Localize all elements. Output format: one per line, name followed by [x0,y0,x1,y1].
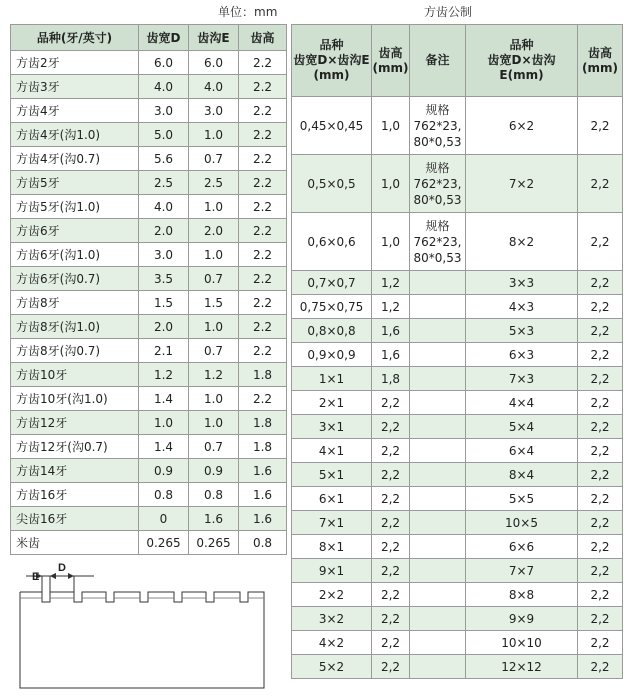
cell-tooth-height: 2,2 [372,463,410,487]
cell-variety-dxe-2: 6×4 [466,439,578,463]
cell-groove-width: 1.0 [189,387,239,411]
cell-tooth-width: 0 [139,507,189,531]
cell-tooth-height: 1.6 [239,459,287,483]
cell-variety-dxe-2: 10×10 [466,631,578,655]
cell-groove-width: 0.7 [189,147,239,171]
column-header-tooth-width: 齿宽D [139,25,189,51]
cell-tooth-height: 2,2 [372,631,410,655]
table-row [292,295,623,319]
cell-tooth-height: 2,2 [372,535,410,559]
table-row [292,535,623,559]
cell-variety-dxe-2: 8×8 [466,583,578,607]
cell-tooth-height: 2,2 [372,607,410,631]
cell-remarks [410,343,466,367]
table-row [11,531,287,555]
cell-variety: 方齿4牙 [11,99,139,123]
cell-tooth-height: 2.2 [239,339,287,363]
d-arrow-right [68,573,74,579]
cell-variety-dxe: 3×1 [292,415,372,439]
cell-variety: 米齿 [11,531,139,555]
cell-variety-dxe-2: 12×12 [466,655,578,679]
cell-groove-width: 1.0 [189,315,239,339]
table-row [292,583,623,607]
column-header-groove-width: 齿沟E [189,25,239,51]
header-text: 品种 齿宽D×齿沟E (mm) [293,38,370,82]
cell-groove-width: 3.0 [189,99,239,123]
cell-variety-dxe-2: 6×2 [466,97,578,155]
cell-tooth-height: 1,2 [372,271,410,295]
cell-groove-width: 0.7 [189,435,239,459]
cell-tooth-width: 0.8 [139,483,189,507]
cell-tooth-height-2: 2,2 [578,391,623,415]
table-row [292,367,623,391]
cell-tooth-height: 2.2 [239,171,287,195]
cell-tooth-height: 2.2 [239,99,287,123]
cell-variety-dxe: 0,45×0,45 [292,97,372,155]
cell-tooth-width: 5.6 [139,147,189,171]
cell-variety-dxe: 3×2 [292,607,372,631]
cell-tooth-height: 2.2 [239,51,287,75]
table-row [11,171,287,195]
cell-variety: 方齿10牙(沟1.0) [11,387,139,411]
cell-tooth-height: 1,0 [372,155,410,213]
cell-remarks [410,463,466,487]
cell-groove-width: 0.8 [189,483,239,507]
table-row [292,97,623,155]
cell-variety-dxe-2: 7×2 [466,155,578,213]
cell-tooth-width: 0.9 [139,459,189,483]
table-row [11,147,287,171]
cell-groove-width: 4.0 [189,75,239,99]
cell-tooth-height: 1,8 [372,367,410,391]
cell-variety: 方齿6牙(沟0.7) [11,267,139,291]
table-row [292,487,623,511]
cell-tooth-height-2: 2,2 [578,213,623,271]
cell-variety-dxe: 5×2 [292,655,372,679]
table-row [11,483,287,507]
cell-variety: 方齿2牙 [11,51,139,75]
cell-variety-dxe-2: 8×4 [466,463,578,487]
table-header-row [292,25,623,97]
table-row [292,607,623,631]
cell-tooth-width: 0.265 [139,531,189,555]
table-row [11,219,287,243]
cell-tooth-height: 2,2 [372,415,410,439]
cell-remarks [410,655,466,679]
table-row [292,511,623,535]
d-arrow-left [50,573,56,579]
cell-tooth-height: 2.2 [239,267,287,291]
cell-remarks: 规格 762*23, 80*0,53 [410,155,466,213]
table-row [11,123,287,147]
cell-variety-dxe: 1×1 [292,367,372,391]
cell-tooth-width: 1.5 [139,291,189,315]
cell-remarks [410,559,466,583]
cell-variety-dxe: 4×2 [292,631,372,655]
cell-tooth-width: 1.0 [139,411,189,435]
cell-variety-dxe-2: 9×9 [466,607,578,631]
cell-tooth-width: 4.0 [139,75,189,99]
cell-tooth-height: 1,2 [372,295,410,319]
cell-remarks: 规格 762*23, 80*0,53 [410,97,466,155]
table-row [11,339,287,363]
cell-variety: 方齿12牙(沟0.7) [11,435,139,459]
cell-variety-dxe-2: 8×2 [466,213,578,271]
cell-variety-dxe: 0,8×0,8 [292,319,372,343]
cell-remarks [410,439,466,463]
column-header-variety: 品种(牙/英寸) [11,25,139,51]
cell-tooth-width: 6.0 [139,51,189,75]
table-row [11,75,287,99]
cell-tooth-height: 1.8 [239,363,287,387]
cell-tooth-height: 2,2 [372,511,410,535]
cell-remarks: 规格 762*23, 80*0,53 [410,213,466,271]
cell-variety-dxe: 0,5×0,5 [292,155,372,213]
cell-tooth-height-2: 2,2 [578,559,623,583]
cell-tooth-width: 1.4 [139,435,189,459]
table-row [292,631,623,655]
column-header-remarks [410,25,466,97]
cell-variety-dxe-2: 7×3 [466,367,578,391]
cell-tooth-width: 1.4 [139,387,189,411]
table-row [292,439,623,463]
cell-tooth-width: 2.0 [139,219,189,243]
cell-variety-dxe: 2×2 [292,583,372,607]
cell-variety: 方齿4牙(沟0.7) [11,147,139,171]
cell-tooth-height: 1.6 [239,507,287,531]
cell-groove-width: 6.0 [189,51,239,75]
cell-groove-width: 0.7 [189,339,239,363]
cell-tooth-height: 1,6 [372,319,410,343]
cell-variety-dxe-2: 6×6 [466,535,578,559]
header-text: 齿高 (mm) [372,45,409,75]
cell-variety: 方齿8牙(沟0.7) [11,339,139,363]
cell-tooth-height: 2.2 [239,123,287,147]
cell-tooth-height-2: 2,2 [578,511,623,535]
cell-variety: 方齿6牙 [11,219,139,243]
cell-remarks [410,319,466,343]
cell-variety-dxe: 4×1 [292,439,372,463]
cell-variety: 方齿3牙 [11,75,139,99]
cell-variety: 方齿14牙 [11,459,139,483]
cell-tooth-height: 2,2 [372,655,410,679]
cell-tooth-height: 1.6 [239,483,287,507]
cell-tooth-width: 2.1 [139,339,189,363]
cell-variety-dxe-2: 5×3 [466,319,578,343]
cell-remarks [410,391,466,415]
cell-variety-dxe: 6×1 [292,487,372,511]
table-row [292,155,623,213]
table-row [11,99,287,123]
table-row [11,459,287,483]
cell-variety: 方齿12牙 [11,411,139,435]
table-row [11,291,287,315]
cell-tooth-height: 2.2 [239,147,287,171]
table-row [292,213,623,271]
cell-remarks [410,631,466,655]
table-row [11,363,287,387]
table-row [11,195,287,219]
table-row [292,559,623,583]
cell-tooth-height-2: 2,2 [578,655,623,679]
table-row [292,319,623,343]
cell-variety: 方齿6牙(沟1.0) [11,243,139,267]
table-row [11,435,287,459]
cell-remarks [410,583,466,607]
cell-variety-dxe-2: 3×3 [466,271,578,295]
cell-remarks [410,487,466,511]
cell-tooth-height: 2.2 [239,219,287,243]
cell-groove-width: 2.5 [189,171,239,195]
cell-tooth-height: 2.2 [239,75,287,99]
tooth-profile-diagram [14,562,266,690]
imperial-teeth-table [10,24,287,555]
cell-variety: 方齿10牙 [11,363,139,387]
tooth-profile-outline [20,592,264,688]
cell-variety: 方齿16牙 [11,483,139,507]
cell-remarks [410,535,466,559]
header-text: 备注 [425,53,450,67]
cell-tooth-height-2: 2,2 [578,439,623,463]
cell-tooth-height: 2.2 [239,291,287,315]
cell-tooth-height: 2.2 [239,315,287,339]
metric-square-teeth-table [291,24,623,679]
cell-tooth-height-2: 2,2 [578,367,623,391]
cell-remarks [410,511,466,535]
cell-tooth-height-2: 2,2 [578,415,623,439]
cell-tooth-height: 2.2 [239,195,287,219]
label-d: D [58,562,66,574]
column-header-tooth-height [372,25,410,97]
cell-variety-dxe: 2×1 [292,391,372,415]
cell-tooth-height: 1.8 [239,435,287,459]
table-header-row [11,25,287,51]
cell-tooth-height: 2.2 [239,243,287,267]
cell-variety-dxe: 0,9×0,9 [292,343,372,367]
cell-groove-width: 1.6 [189,507,239,531]
cell-tooth-height: 2,2 [372,391,410,415]
cell-tooth-width: 5.0 [139,123,189,147]
cell-tooth-height-2: 2,2 [578,463,623,487]
cell-variety-dxe: 8×1 [292,535,372,559]
table-row [11,267,287,291]
cell-tooth-width: 1.2 [139,363,189,387]
cell-variety: 方齿4牙(沟1.0) [11,123,139,147]
cell-tooth-height-2: 2,2 [578,155,623,213]
cell-groove-width: 1.0 [189,243,239,267]
cell-variety: 方齿5牙 [11,171,139,195]
cell-tooth-height: 1.8 [239,411,287,435]
cell-variety-dxe-2: 7×7 [466,559,578,583]
cell-tooth-height-2: 2,2 [578,295,623,319]
header-text: 品种 齿宽D×齿沟 E(mm) [487,38,556,82]
cell-tooth-height-2: 2,2 [578,487,623,511]
cell-variety-dxe: 5×1 [292,463,372,487]
cell-variety-dxe: 0,7×0,7 [292,271,372,295]
cell-variety: 方齿8牙(沟1.0) [11,315,139,339]
cell-tooth-height: 2,2 [372,559,410,583]
cell-variety-dxe: 9×1 [292,559,372,583]
table-row [292,463,623,487]
cell-tooth-height-2: 2,2 [578,271,623,295]
cell-remarks [410,607,466,631]
table-row [292,391,623,415]
cell-tooth-height-2: 2,2 [578,607,623,631]
unit-label: 单位：mm [218,5,278,19]
column-header-tooth-height: 齿高 [239,25,287,51]
cell-tooth-height: 1,0 [372,213,410,271]
cell-tooth-width: 3.5 [139,267,189,291]
cell-tooth-width: 2.0 [139,315,189,339]
cell-tooth-width: 4.0 [139,195,189,219]
cell-tooth-width: 3.0 [139,99,189,123]
cell-variety-dxe-2: 4×4 [466,391,578,415]
cell-groove-width: 0.265 [189,531,239,555]
cell-variety-dxe-2: 4×3 [466,295,578,319]
table-row [11,315,287,339]
table-row [11,243,287,267]
cell-tooth-height: 2,2 [372,439,410,463]
cell-tooth-height: 0.8 [239,531,287,555]
cell-groove-width: 0.7 [189,267,239,291]
cell-tooth-height: 2.2 [239,387,287,411]
cell-groove-width: 2.0 [189,219,239,243]
cell-variety-dxe: 0,6×0,6 [292,213,372,271]
cell-tooth-height-2: 2,2 [578,97,623,155]
cell-groove-width: 1.0 [189,195,239,219]
table-row [292,415,623,439]
cell-groove-width: 1.0 [189,123,239,147]
cell-variety-dxe-2: 10×5 [466,511,578,535]
cell-variety-dxe-2: 5×4 [466,415,578,439]
cell-tooth-height-2: 2,2 [578,319,623,343]
right-table-title: 方齿公制 [424,5,473,19]
table-row [11,387,287,411]
table-row [11,411,287,435]
cell-variety-dxe: 0,75×0,75 [292,295,372,319]
header-text: 齿高 (mm) [582,45,618,75]
cell-tooth-height: 2,2 [372,487,410,511]
cell-groove-width: 0.9 [189,459,239,483]
cell-variety: 方齿5牙(沟1.0) [11,195,139,219]
cell-tooth-height: 1,0 [372,97,410,155]
cell-remarks [410,367,466,391]
label-e: E [32,571,40,583]
cell-tooth-height-2: 2,2 [578,343,623,367]
table-row [292,271,623,295]
table-row [292,655,623,679]
cell-tooth-width: 2.5 [139,171,189,195]
cell-tooth-width: 3.0 [139,243,189,267]
cell-variety: 方齿8牙 [11,291,139,315]
column-header-variety-dxe [292,25,372,97]
cell-groove-width: 1.2 [189,363,239,387]
cell-groove-width: 1.5 [189,291,239,315]
cell-tooth-height-2: 2,2 [578,631,623,655]
cell-remarks [410,295,466,319]
cell-variety-dxe-2: 6×3 [466,343,578,367]
cell-variety-dxe-2: 5×5 [466,487,578,511]
cell-groove-width: 1.0 [189,411,239,435]
cell-tooth-height: 2,2 [372,583,410,607]
cell-variety-dxe: 7×1 [292,511,372,535]
cell-tooth-height-2: 2,2 [578,583,623,607]
cell-tooth-height-2: 2,2 [578,535,623,559]
cell-remarks [410,271,466,295]
column-header-variety-dxe-2 [466,25,578,97]
column-header-tooth-height-2 [578,25,623,97]
table-row [11,51,287,75]
cell-remarks [410,415,466,439]
cell-variety: 尖齿16牙 [11,507,139,531]
cell-tooth-height: 1,6 [372,343,410,367]
table-row [292,343,623,367]
table-row [11,507,287,531]
